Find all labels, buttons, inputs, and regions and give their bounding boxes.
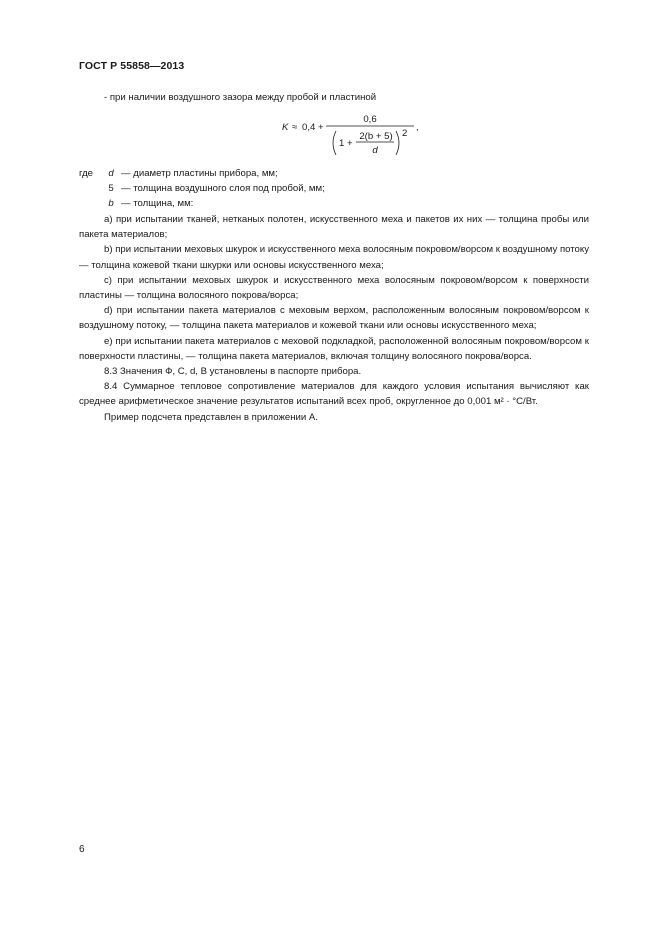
formula-lhs: K xyxy=(282,122,289,133)
document-header: ГОСТ Р 55858—2013 xyxy=(79,60,185,72)
where-text: — толщина воздушного слоя под пробой, мм; xyxy=(121,183,325,194)
where-text: — диаметр пластины прибора, мм; xyxy=(121,168,278,179)
formula-numerator: 0,6 xyxy=(363,114,377,125)
where-label: где xyxy=(79,168,94,179)
clause-8-4: 8.4 Суммарное тепловое сопротивление материалов для каждого условия испытания вычисляют как среднее арифметическое значение результатов испытаний всех проб, округленное до 0,001 м² · °С/Вт. xyxy=(79,381,589,408)
where-symbol: 5 xyxy=(108,183,114,194)
clause-8-3: 8.3 Значения Ф, С, d, В установлены в паспорте прибора. xyxy=(104,366,362,378)
formula-inner-denominator: d xyxy=(372,145,378,156)
formula-approx: ≈ xyxy=(292,122,298,133)
body-text xyxy=(79,212,589,425)
case-e: е) при испытании пакета материалов с меховой подкладкой, расположенной волосяным покровом/ворсом к поверхности пластины, — толщина пакета материалов, включая толщину волосяного покрова/ворса. xyxy=(79,335,589,362)
case-b: b) при испытании меховых шкурок и искусственного меха волосяным покровом/ворсом к воздушному потоку — толщина кожевой ткани шкурки или основы искусственного меха; xyxy=(79,244,589,271)
case-d: d) при испытании пакета материалов с меховым верхом, расположенным волосяным покровом/ворсом к воздушному потоку, — толщина пакета материалов и кожевой ткани или основы искусственного меха; xyxy=(79,305,589,332)
intro-line: - при наличии воздушного зазора между пробой и пластиной xyxy=(104,92,377,103)
formula-const: 0,4 + xyxy=(302,122,324,133)
where-symbol: b xyxy=(108,198,114,209)
where-row-d xyxy=(79,168,278,179)
example-note: Пример подсчета представлен в приложении А. xyxy=(104,411,318,423)
where-text: — толщина, мм: xyxy=(121,198,194,209)
formula-block xyxy=(282,112,442,164)
case-a: а) при испытании тканей, нетканых полотен, искусственного меха и пакетов их них — толщина пробы или пакета материалов; xyxy=(79,214,589,241)
where-row-b xyxy=(79,198,193,209)
formula-exponent: 2 xyxy=(402,128,408,139)
where-symbol: d xyxy=(108,168,114,179)
where-row-5 xyxy=(79,183,325,194)
case-c: с) при испытании меховых шкурок и искусственного меха волосяным покровом/ворсом к поверхности пластины — толщина волосяного покрова/ворса; xyxy=(79,274,589,302)
formula-trailing: , xyxy=(416,122,419,133)
page-number: 6 xyxy=(79,844,85,855)
formula-svg xyxy=(282,112,442,164)
formula-left-paren xyxy=(333,131,336,155)
formula-right-paren xyxy=(396,131,399,155)
formula-inner-prefix: 1 + xyxy=(339,138,353,149)
formula-inner-numerator: 2(b + 5) xyxy=(359,131,393,142)
